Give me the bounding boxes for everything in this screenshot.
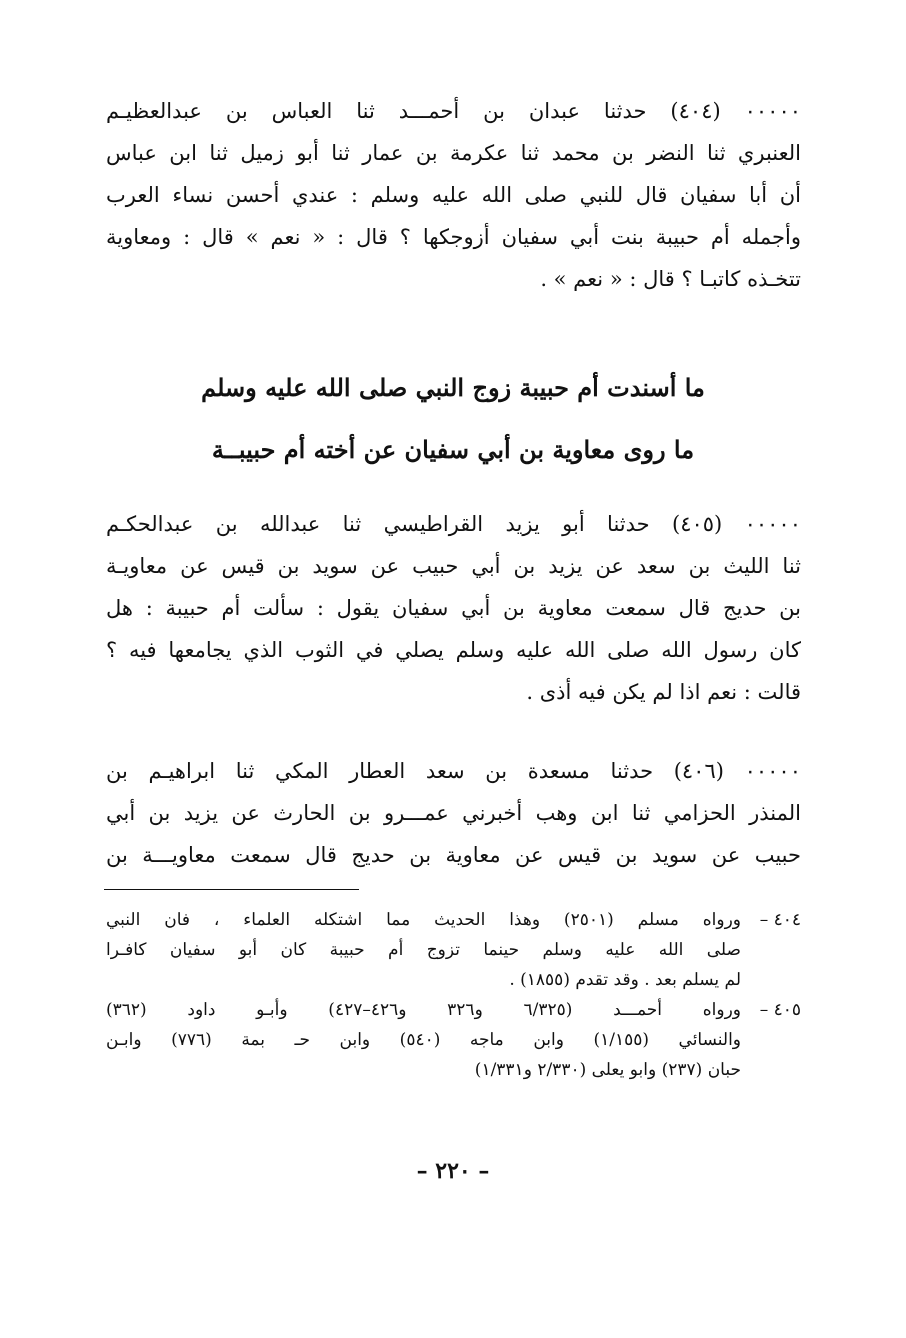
text-line: ٠٠٠٠٠ (٤٠٥) حدثنا أبو يزيد القراطيسي ثنا عبدالله بن عبدالحكـم bbox=[106, 512, 801, 536]
text-line: حبيب عن سويد بن قيس عن معاوية بن حديج قال سمعت معاويـــة بن bbox=[106, 843, 801, 867]
text-line: ثنا الليث بن سعد عن يزيد بن أبي حبيب عن سويد بن قيس عن معاويـة bbox=[106, 554, 801, 578]
footnote-line: ورواه أحمـــد (٦/٣٢٥ و٣٢٦ و٤٢٦–٤٢٧) وأبـو داود (٣٦٢) bbox=[106, 1000, 741, 1020]
footnote-line: ورواه مسلم (٢٥٠١) وهذا الحديث مما اشتكله العلماء ، فان النبي bbox=[106, 910, 741, 930]
footnote-line: صلى الله عليه وسلم حينما تزوج أم حبيبة كان أبو سفيان كافـرا bbox=[106, 940, 741, 960]
hadith-405-paragraph bbox=[106, 503, 801, 713]
text-line: ٠٠٠٠٠ (٤٠٦) حدثنا مسعدة بن سعد العطار المكي ثنا ابراهيـم بن bbox=[106, 759, 801, 783]
text-line: كان رسول الله صلى الله عليه وسلم يصلي في الثوب الذي يجامعها فيه ؟ bbox=[106, 638, 801, 662]
hadith-406-paragraph bbox=[106, 750, 801, 876]
text-line: أن أبا سفيان قال للنبي صلى الله عليه وسلم : عندي أحسن نساء العرب bbox=[106, 183, 801, 207]
text-line: المنذر الحزامي ثنا ابن وهب أخبرني عمـــرو بن الحارث عن يزيد بن أبي bbox=[106, 801, 801, 825]
footnote-line: والنسائي (١/١٥٥) وابن ماجه (٥٤٠) وابن حـ بمة (٧٧٦) وابـن bbox=[106, 1030, 741, 1050]
footnote-line: حبان (٢٣٧) وابو يعلى (٢/٣٣٠ و١/٣٣١) bbox=[474, 1060, 741, 1080]
text-line: العنبري ثنا النضر بن محمد ثنا عكرمة بن عمار ثنا أبو زميل ثنا ابن عباس bbox=[106, 141, 801, 165]
page-number: – ٢٢٠ – bbox=[416, 1158, 490, 1184]
text-line: تتخـذه كاتبـا ؟ قال : « نعم » . bbox=[540, 267, 801, 291]
hadith-404-paragraph bbox=[106, 90, 801, 300]
text-line: وأجمله أم حبيبة بنت أبي سفيان أزوجكها ؟ قال : « نعم » قال : ومعاوية bbox=[106, 225, 801, 249]
footnote-404 bbox=[106, 905, 801, 995]
footnote-number: ٤٠٥ – bbox=[759, 1000, 801, 1020]
footnote-405 bbox=[106, 995, 801, 1085]
footnote-separator bbox=[104, 889, 359, 890]
text-line: ٠٠٠٠٠ (٤٠٤) حدثنا عبدان بن أحمـــد ثنا العباس بن عبدالعظيـم bbox=[106, 99, 801, 123]
footnote-number: ٤٠٤ – bbox=[759, 910, 801, 930]
section-heading-umm-habiba: ما أسندت أم حبيبة زوج النبي صلى الله عليه وسلم bbox=[201, 373, 705, 402]
footnotes bbox=[106, 905, 801, 1085]
text-line: قالت : نعم اذا لم يكن فيه أذى . bbox=[526, 680, 801, 704]
section-heading-muawiya: ما روى معاوية بن أبي سفيان عن أخته أم حبيبــة bbox=[211, 435, 695, 464]
text-line: بن حديج قال سمعت معاوية بن أبي سفيان يقول : سألت أم حبيبة : هل bbox=[106, 596, 801, 620]
footnote-line: لم يسلم بعد . وقد تقدم (١٨٥٥) . bbox=[509, 970, 741, 990]
